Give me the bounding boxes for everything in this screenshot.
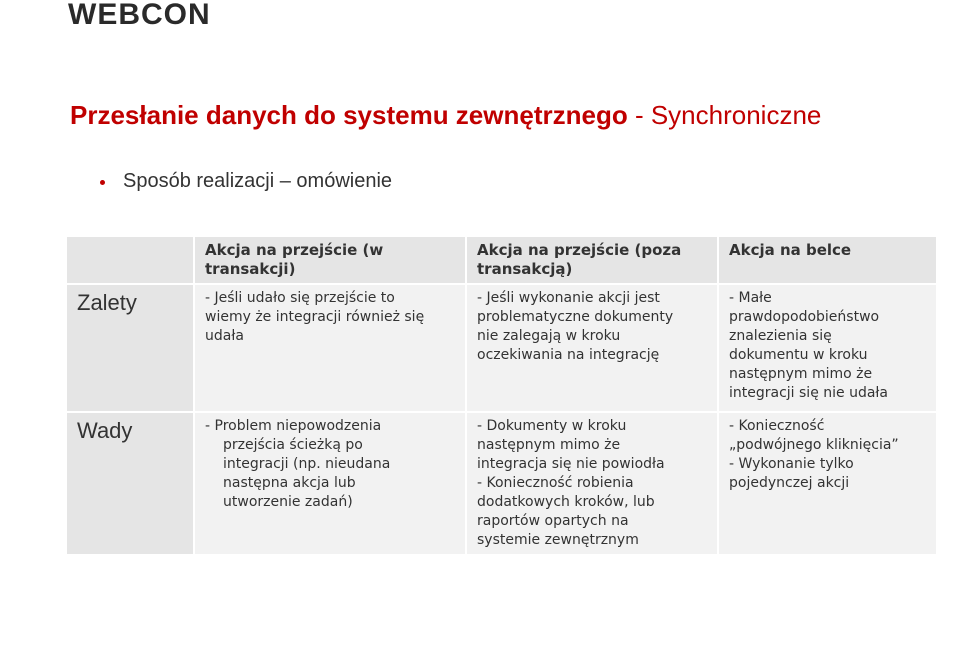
cell-line: integracji się nie udała [729, 385, 888, 401]
cell-disadvantages-toolbar-action [719, 413, 936, 554]
table-corner-cell [67, 237, 193, 283]
cell-line: następna akcja lub [223, 475, 356, 491]
cell-line: oczekiwania na integrację [477, 347, 660, 363]
table-header-row [67, 237, 936, 283]
cell-line: - Problem niepowodzenia [205, 418, 382, 434]
slide-title [70, 100, 821, 131]
slide-title-main: Przesłanie danych do systemu zewnętrznego [70, 100, 628, 130]
cell-line: przejścia ścieżką po [223, 437, 363, 453]
cell-line: następnym mimo że [477, 437, 621, 453]
cell-line: - Dokumenty w kroku [477, 418, 627, 434]
cell-line: raportów opartych na [477, 513, 629, 529]
cell-line: - Wykonanie tylko [729, 456, 854, 472]
cell-line: utworzenie zadań) [223, 494, 353, 510]
cell-line: dokumentu w kroku [729, 347, 868, 363]
cell-line: udała [205, 328, 244, 344]
table-row-advantages [67, 285, 936, 411]
header-cell-out-of-transaction: Akcja na przejście (poza transakcją) [467, 237, 717, 283]
cell-line: znalezienia się [729, 328, 832, 344]
row-label-disadvantages: Wady [67, 413, 193, 554]
cell-line: prawdopodobieństwo [729, 309, 880, 325]
logo-text: WEBCON [68, 0, 211, 31]
cell-line: - Konieczność [729, 418, 825, 434]
cell-disadvantages-out-of-transaction [467, 413, 717, 554]
bullet-text: Sposób realizacji – omówienie [123, 170, 393, 192]
cell-line: „podwójnego kliknięcia” [729, 437, 899, 453]
cell-advantages-toolbar-action [719, 285, 936, 411]
cell-line: systemie zewnętrznym [477, 532, 639, 548]
bullet-dot-icon [100, 180, 105, 185]
row-label-advantages: Zalety [67, 285, 193, 411]
cell-line: problematyczne dokumenty [477, 309, 674, 325]
webcon-logo [68, 0, 211, 30]
bullet-point [100, 170, 392, 193]
table-row-disadvantages [67, 413, 936, 554]
comparison-table [65, 235, 938, 556]
cell-disadvantages-in-transaction [195, 413, 465, 554]
cell-line: integracji (np. nieudana [223, 456, 391, 472]
header-cell-toolbar-action: Akcja na belce [719, 237, 936, 283]
header-cell-in-transaction: Akcja na przejście (w transakcji) [195, 237, 465, 283]
cell-line: następnym mimo że [729, 366, 873, 382]
cell-line: dodatkowych kroków, lub [477, 494, 655, 510]
cell-line: - Jeśli udało się przejście to [205, 290, 395, 306]
cell-advantages-in-transaction [195, 285, 465, 411]
cell-line: - Małe [729, 290, 772, 306]
cell-line: nie zalegają w kroku [477, 328, 621, 344]
cell-line: wiemy że integracji również się [205, 309, 425, 325]
cell-line: pojedynczej akcji [729, 475, 850, 491]
cell-advantages-out-of-transaction [467, 285, 717, 411]
cell-line: - Jeśli wykonanie akcji jest [477, 290, 660, 306]
cell-line: integracja się nie powiodła [477, 456, 665, 472]
slide-title-sub: - Synchroniczne [627, 100, 822, 130]
cell-line: - Konieczność robienia [477, 475, 634, 491]
